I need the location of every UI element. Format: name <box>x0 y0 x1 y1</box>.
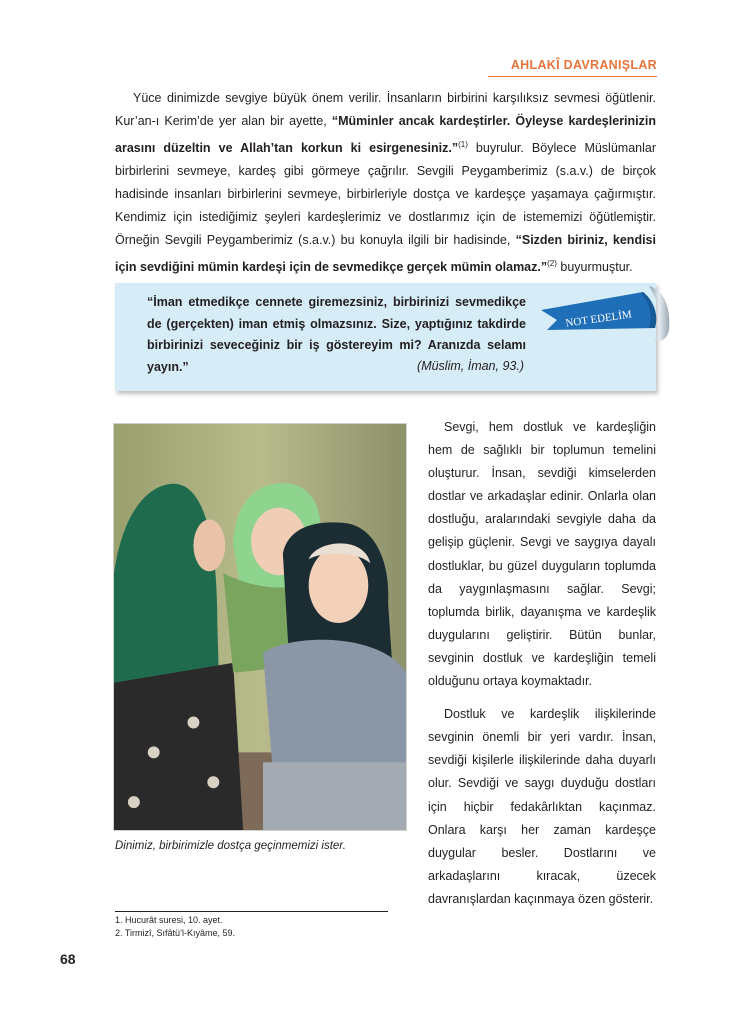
body-paragraph-2: Dostluk ve kardeşlik ilişkilerinde sevginin önemli bir yeri vardır. İnsan, sevdiği kişilerle ilişkilerinde daha duyarlı olur. Sevdiği ve saygı duyduğu dostları için hiçbir fedakârlıktan kaçınmaz. Onlara karşı her zaman kardeşçe duygular besler. Dostlarını ve arkadaşlarını kıracak, üzecek davranışlardan kaçınmaya özen gösterir. <box>428 707 656 906</box>
intro-text-1: Yüce dinimizde sevgiye büyük önem verilir. İnsanların birbirini karşılıksız sevmesi öğütlenir. Kur’an-ı Kerim’de yer alan bir ayette, <box>115 91 656 128</box>
intro-text-2: buyrulur. Böylece Müslümanlar birbirlerini sevmeye, kardeş gibi görmeye çağrılır. Sevgili Peygamberimiz (s.a.v.) de birçok hadisinde insanları birbirlerini sevmeye, birbirleriyle dostça ve kardeşçe yaşamaya çağırmıştır. Kendimiz için istediğimiz şeyleri kardeşlerimiz ve dostlarımız için de istememizi öğütlemiştir. Örneğin Sevgili Peygamberimiz (s.a.v.) bu konuyla ilgili bir hadisinde, <box>115 141 656 248</box>
note-quote: “İman etmedikçe cennete giremezsiniz, birbirinizi sevmedikçe de (gerçekten) iman etmiş olmazsınız. Size, yaptığınız takdirde birbirinizi seveceğiniz bir iş göstereyim mi? Aranızda selamı yayın.” <box>147 295 526 374</box>
section-header: AHLAKÎ DAVRANIŞLAR <box>510 58 657 72</box>
footnote-2: 2. Tirmizî, Sıfâtü’l-Kıyâme, 59. <box>115 927 236 938</box>
hadith-quote: “Sizden biriniz, kendisi için sevdiğini mümin kardeşi için de sevmedikçe gerçek mümin olamaz.” <box>115 233 656 275</box>
note-badge <box>537 284 673 344</box>
footnotes <box>115 914 235 939</box>
body-column <box>428 416 656 911</box>
header-underline <box>488 76 657 77</box>
footnote-ref-2: (2) <box>547 259 557 269</box>
photo-caption: Dinimiz, birbirimizle dostça geçinmemizi ister. <box>115 840 346 852</box>
intro-paragraph <box>115 87 656 279</box>
ayet-quote: “Müminler ancak kardeştirler. Öyleyse kardeşlerinizin arasını düzeltin ve Allah’tan korkun ki esirgenesiniz.” <box>115 114 656 156</box>
note-badge-label: NOT EDELİM <box>564 308 633 330</box>
note-source: (Müslim, İman, 93.) <box>417 359 524 373</box>
page-number: 68 <box>60 951 76 967</box>
intro-text-3: buyurmuştur. <box>556 260 633 275</box>
footnote-divider <box>115 911 388 912</box>
photo-girls-hugging <box>113 423 407 831</box>
footnote-1: 1. Hucurât suresi, 10. ayet. <box>115 915 223 925</box>
body-paragraph-1: Sevgi, hem dostluk ve kardeşliğin hem de sağlıklı bir toplumun temelini oluşturur. İnsan, sevdiği kimselerden dostlar ve arkadaşlar edinir. Onlarla olan dostluğu, aralarındaki sevgiyle daha da gelişip güçlenir. Sevgi ve saygıya dayalı dostluklar, bu güzel duyguların toplumda da yaygınlaşmasını sağlar. Sevgi; toplumda birlik, dayanışma ve kardeşlik duygularını geliştirir. Bütün bunlar, sevginin dostluk ve kardeşliğin temeli olduğunu ortaya koymaktadır. <box>428 420 656 689</box>
footnote-ref-1: (1) <box>458 140 468 149</box>
